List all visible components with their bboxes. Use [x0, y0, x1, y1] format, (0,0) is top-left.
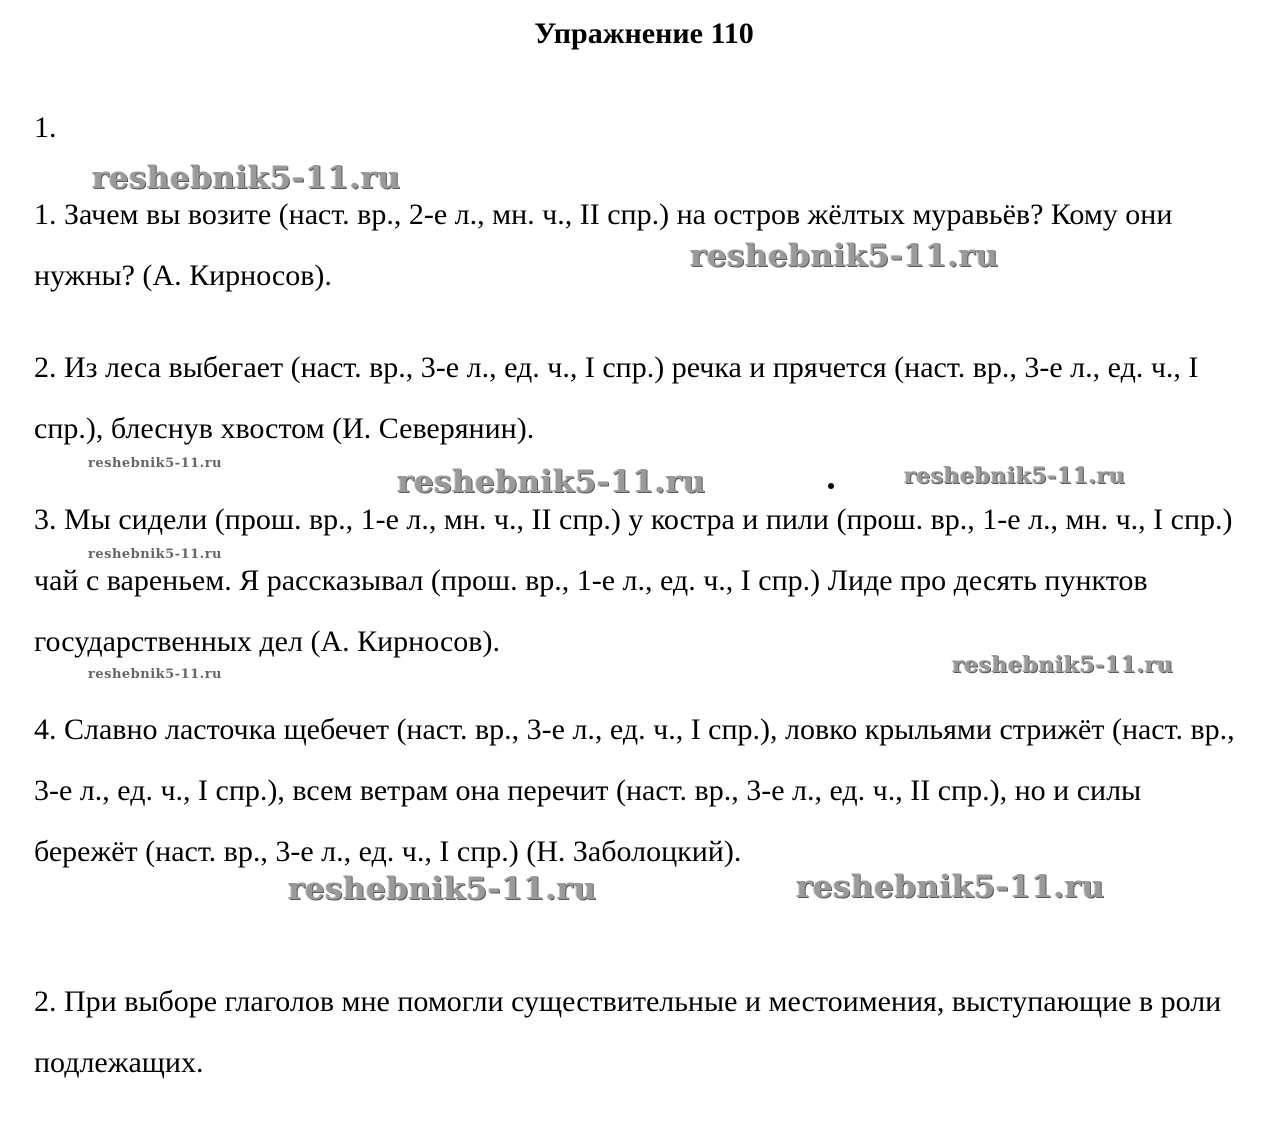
watermark: reshebnik5-11.ru — [690, 238, 999, 274]
watermark: reshebnik5-11.ru — [88, 547, 223, 562]
part-2-answer: 2. При выборе глаголов мне помогли существительные и местоимения, выступающие в роли подлежащих. — [34, 985, 1222, 1079]
watermark: reshebnik5-11.ru — [952, 652, 1174, 678]
sentence-1: 1. Зачем вы возите (наст. вр., 2-е л., мн. ч., II спр.) на остров жёлтых муравьёв? Кому они нужны? (А. Кирносов). — [34, 198, 1173, 292]
part-1-number: 1. — [34, 111, 57, 144]
watermark: reshebnik5-11.ru — [92, 160, 401, 196]
watermark: reshebnik5-11.ru — [288, 871, 597, 907]
watermark: reshebnik5-11.ru — [88, 667, 223, 682]
sentence-3: 3. Мы сидели (прош. вр., 1-е л., мн. ч., II спр.) у костра и пили (прош. вр., 1-е л., мн. ч., I спр.) чай с вареньем. Я рассказывал (прош. вр., 1-е л., ед. ч., I спр.) Лиде про десять пунктов государственных дел (А. Кирносов). — [34, 503, 1233, 658]
sentence-2: 2. Из леса выбегает (наст. вр., 3-е л., ед. ч., I спр.) речка и прячется (наст. вр., 3-е л., ед. ч., I спр.), блеснув хвостом (И. Северянин). — [34, 351, 1199, 445]
watermark: reshebnik5-11.ru — [904, 463, 1126, 489]
stray-dot — [828, 483, 834, 489]
watermark: reshebnik5-11.ru — [796, 869, 1105, 905]
watermark: reshebnik5-11.ru — [88, 456, 223, 471]
exercise-title: Упражнение 110 — [534, 17, 754, 50]
watermark: reshebnik5-11.ru — [397, 464, 706, 500]
sentence-4: 4. Славно ласточка щебечет (наст. вр., 3-е л., ед. ч., I спр.), ловко крыльями стрижёт (наст. вр., 3-е л., ед. ч., I спр.), всем ветрам она перечит (наст. вр., 3-е л., ед. ч., II спр.), но и силы бережёт (наст. вр., 3-е л., ед. ч., I спр.) (Н. Заболоцкий). — [34, 713, 1235, 868]
